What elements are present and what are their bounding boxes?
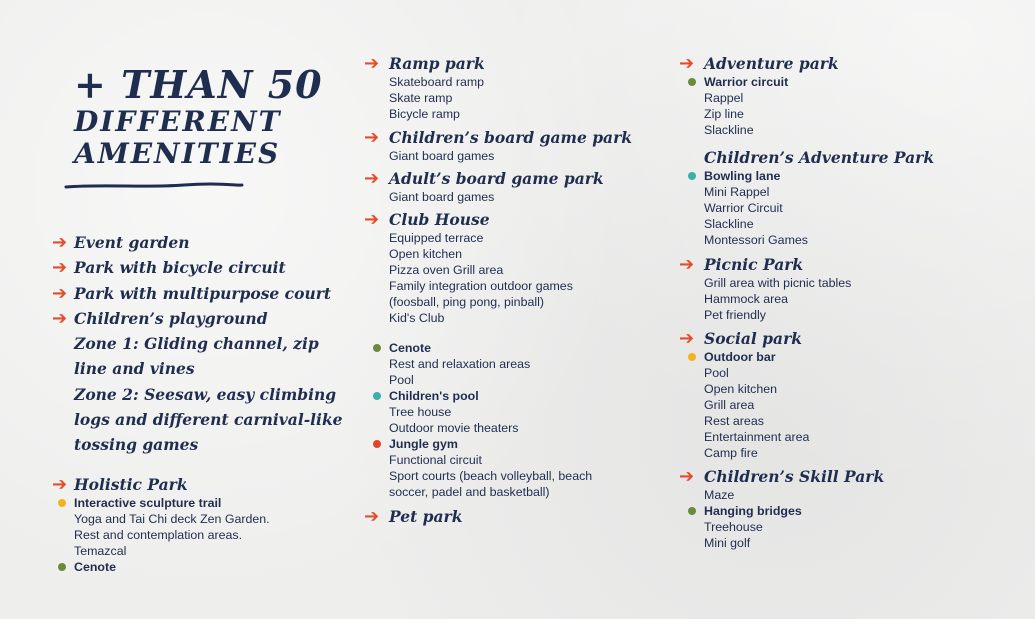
arrow-right-icon: ➔ bbox=[52, 307, 68, 329]
list-item bbox=[389, 340, 592, 356]
section-adventure-park bbox=[679, 53, 839, 138]
list-item bbox=[389, 436, 592, 452]
heading-line-1: + THAN 50 bbox=[74, 62, 323, 107]
item-text: Entertainment area bbox=[704, 430, 810, 444]
item-text: Open kitchen bbox=[704, 382, 778, 396]
list-item bbox=[704, 535, 802, 551]
arrow-right-icon: ➔ bbox=[52, 232, 68, 253]
list-item bbox=[389, 356, 592, 372]
list-item bbox=[704, 307, 851, 323]
list-item bbox=[52, 306, 352, 331]
list-item bbox=[389, 230, 573, 246]
item-text: Rest and relaxation areas bbox=[389, 357, 531, 371]
teal-dot-icon bbox=[688, 172, 696, 180]
item-text: Warrior circuit bbox=[704, 75, 789, 89]
arrow-right-icon: ➔ bbox=[364, 53, 380, 74]
arrow-right-icon: ➔ bbox=[364, 209, 380, 230]
list-item bbox=[389, 388, 592, 404]
list-item bbox=[704, 519, 802, 535]
zone-text: tossing games bbox=[74, 435, 199, 455]
arrow-right-icon: ➔ bbox=[679, 466, 695, 487]
list-item bbox=[389, 148, 494, 164]
olive-dot-icon bbox=[58, 563, 66, 571]
item-text: Tree house bbox=[389, 405, 452, 419]
item-text: Slackline bbox=[704, 217, 754, 231]
list-item bbox=[704, 106, 788, 122]
zone-line bbox=[52, 331, 352, 356]
item-text: Maze bbox=[704, 488, 735, 502]
item-text: Pool bbox=[389, 373, 414, 387]
item-text: Slackline bbox=[704, 123, 754, 137]
list-item bbox=[389, 310, 573, 326]
arrow-right-icon: ➔ bbox=[52, 474, 68, 495]
item-text: Sport courts (beach volleyball, beach bbox=[389, 469, 593, 483]
item-text: Yoga and Tai Chi deck Zen Garden. bbox=[74, 512, 270, 526]
item-text: Warrior Circuit bbox=[704, 201, 783, 215]
section-title: Holistic Park bbox=[74, 475, 188, 494]
arrow-right-icon: ➔ bbox=[364, 168, 380, 189]
amenity-label: Park with bicycle circuit bbox=[74, 258, 286, 278]
section-holistic-park bbox=[52, 475, 270, 575]
item-text: Temazcal bbox=[74, 544, 127, 558]
list-item bbox=[704, 381, 809, 397]
list-item bbox=[74, 559, 270, 575]
zone-line bbox=[52, 356, 352, 381]
section-club-extras bbox=[364, 340, 592, 500]
item-text: Outdoor movie theaters bbox=[389, 421, 519, 435]
section-title: Adventure park bbox=[704, 54, 839, 73]
list-item bbox=[704, 216, 808, 232]
section-title: Children’s Adventure Park bbox=[704, 148, 935, 167]
list-item bbox=[389, 189, 494, 205]
list-item bbox=[704, 90, 788, 106]
yellow-dot-icon bbox=[688, 353, 696, 361]
item-text: Skateboard ramp bbox=[389, 75, 485, 89]
item-text: Kid's Club bbox=[389, 311, 445, 325]
section-title: Ramp park bbox=[389, 54, 485, 73]
zone-line bbox=[52, 432, 352, 457]
item-text: Camp fire bbox=[704, 446, 758, 460]
section-club-house bbox=[364, 210, 573, 326]
olive-dot-icon bbox=[373, 344, 381, 352]
list-item bbox=[704, 445, 809, 461]
item-text: Rappel bbox=[704, 91, 744, 105]
section-childrens-skill-park bbox=[679, 466, 885, 551]
list-item bbox=[74, 527, 270, 543]
list-item bbox=[704, 184, 808, 200]
item-text: Open kitchen bbox=[389, 247, 463, 261]
column-1 bbox=[52, 230, 352, 458]
item-text: Grill area with picnic tables bbox=[704, 276, 852, 290]
list-item bbox=[704, 275, 851, 291]
page-heading bbox=[74, 62, 323, 170]
zone-text: line and vines bbox=[74, 359, 195, 379]
item-text: Cenote bbox=[74, 560, 116, 574]
item-text: Equipped terrace bbox=[389, 231, 484, 245]
teal-dot-icon bbox=[373, 392, 381, 400]
arrow-right-icon: ➔ bbox=[364, 506, 380, 527]
item-text: Hanging bridges bbox=[704, 504, 802, 518]
list-item bbox=[704, 397, 809, 413]
red-dot-icon bbox=[373, 440, 381, 448]
list-item bbox=[704, 122, 788, 138]
section-childrens-board-game-park bbox=[364, 127, 632, 164]
section-picnic-park bbox=[679, 255, 851, 323]
list-item bbox=[389, 404, 592, 420]
item-text: Rest and contemplation areas. bbox=[74, 528, 243, 542]
list-item bbox=[704, 168, 808, 184]
item-text: Pool bbox=[704, 366, 729, 380]
list-item bbox=[704, 413, 809, 429]
list-item bbox=[74, 495, 270, 511]
item-text: Giant board games bbox=[389, 190, 495, 204]
section-adults-board-game-park bbox=[364, 168, 604, 205]
zone-text: Zone 1: Gliding channel, zip bbox=[74, 334, 319, 354]
list-item bbox=[389, 484, 592, 500]
zone-text: Zone 2: Seesaw, easy climbing bbox=[74, 384, 337, 404]
section-title: Children’s board game park bbox=[389, 128, 632, 147]
arrow-right-icon: ➔ bbox=[679, 328, 695, 349]
list-item bbox=[704, 200, 808, 216]
item-text: Hammock area bbox=[704, 292, 789, 306]
amenity-label: Park with multipurpose court bbox=[74, 283, 332, 303]
item-text: Pet friendly bbox=[704, 308, 766, 322]
section-title: Picnic Park bbox=[704, 255, 804, 274]
list-item bbox=[389, 90, 484, 106]
section-childrens-adventure-park bbox=[679, 148, 935, 248]
yellow-dot-icon bbox=[58, 499, 66, 507]
section-title: Children’s Skill Park bbox=[704, 467, 885, 486]
section-title: Social park bbox=[704, 329, 802, 348]
list-item bbox=[389, 468, 592, 484]
list-item bbox=[389, 262, 573, 278]
list-item bbox=[389, 372, 592, 388]
item-text: soccer, padel and basketball) bbox=[389, 485, 550, 499]
arrow-right-icon: ➔ bbox=[52, 257, 68, 279]
list-item bbox=[704, 503, 802, 519]
list-item bbox=[389, 452, 592, 468]
item-text: Outdoor bar bbox=[704, 350, 776, 364]
section-social-park bbox=[679, 329, 809, 461]
item-text: Children's pool bbox=[389, 389, 479, 403]
arrow-right-icon: ➔ bbox=[679, 254, 695, 275]
item-text: Bicycle ramp bbox=[389, 107, 460, 121]
list-item bbox=[389, 278, 573, 294]
section-title: Club House bbox=[389, 210, 490, 229]
item-text: Mini golf bbox=[704, 536, 751, 550]
section-ramp-park bbox=[364, 54, 484, 122]
item-text: Functional circuit bbox=[389, 453, 482, 467]
arrow-right-icon: ➔ bbox=[679, 53, 695, 74]
zone-line bbox=[52, 407, 352, 432]
arrow-right-icon: ➔ bbox=[364, 127, 380, 148]
list-item bbox=[704, 349, 809, 365]
item-text: Jungle gym bbox=[389, 437, 458, 451]
list-item bbox=[389, 74, 484, 90]
item-text: Pizza oven Grill area bbox=[389, 263, 504, 277]
list-item bbox=[389, 420, 592, 436]
heading-underline-brushstroke bbox=[64, 182, 244, 190]
olive-dot-icon bbox=[688, 507, 696, 515]
item-text: Family integration outdoor games bbox=[389, 279, 573, 293]
item-text: Grill area bbox=[704, 398, 755, 412]
item-text: Rest areas bbox=[704, 414, 764, 428]
list-item bbox=[52, 230, 352, 255]
heading-line-2: DIFFERENT bbox=[74, 105, 282, 138]
list-item bbox=[389, 246, 573, 262]
list-item bbox=[389, 294, 573, 310]
list-item bbox=[52, 255, 352, 280]
list-item bbox=[389, 106, 484, 122]
item-text: Montessori Games bbox=[704, 233, 808, 247]
list-item bbox=[704, 487, 802, 503]
item-text: Giant board games bbox=[389, 149, 495, 163]
item-text: Skate ramp bbox=[389, 91, 453, 105]
olive-dot-icon bbox=[688, 78, 696, 86]
item-text: Mini Rappel bbox=[704, 185, 770, 199]
list-item bbox=[74, 511, 270, 527]
arrow-right-icon: ➔ bbox=[52, 282, 68, 304]
item-text: Bowling lane bbox=[704, 169, 781, 183]
list-item bbox=[704, 232, 808, 248]
item-text: Interactive sculpture trail bbox=[74, 496, 222, 510]
item-text: Zip line bbox=[704, 107, 744, 121]
amenity-label: Event garden bbox=[74, 233, 190, 252]
list-item bbox=[74, 543, 270, 559]
section-title: Pet park bbox=[389, 507, 463, 526]
amenity-label: Children’s playground bbox=[74, 308, 268, 328]
section-title: Adult’s board game park bbox=[389, 169, 604, 188]
zone-text: logs and different carnival-like bbox=[74, 410, 343, 430]
list-item bbox=[704, 365, 809, 381]
item-text: Cenote bbox=[389, 341, 431, 355]
item-text: (foosball, ping pong, pinball) bbox=[389, 295, 544, 309]
list-item bbox=[52, 281, 352, 306]
item-text: Treehouse bbox=[704, 520, 763, 534]
zone-line bbox=[52, 382, 352, 407]
list-item bbox=[704, 429, 809, 445]
list-item bbox=[704, 74, 788, 90]
heading-line-3: AMENITIES bbox=[74, 137, 281, 170]
list-item bbox=[704, 291, 851, 307]
